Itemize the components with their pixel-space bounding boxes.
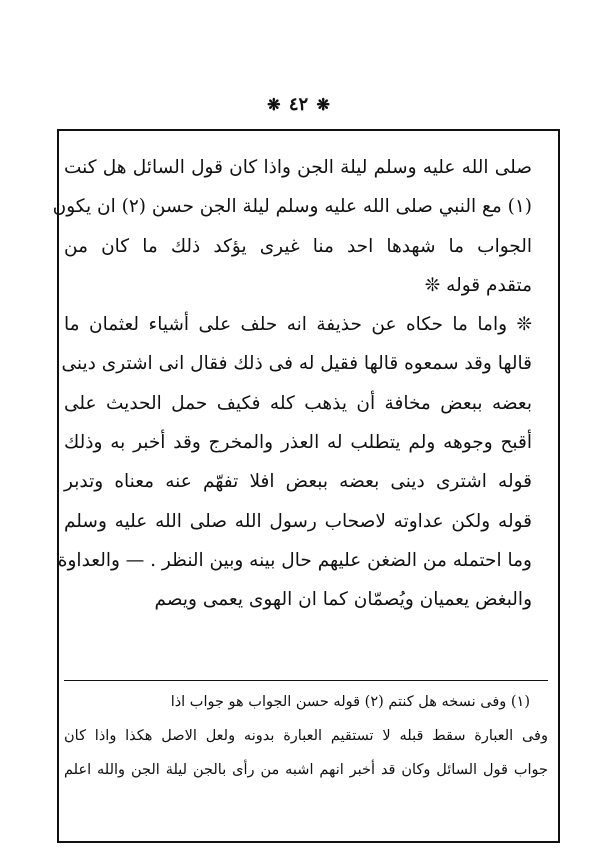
text-line: قوله اشترى دينى بعضه ببعض افلا تفهّم عنه معناه وتدبر bbox=[64, 471, 532, 493]
text-line: قالها وقد سمعوه قالها فقيل له فى ذلك فقال انى اشترى دينى bbox=[61, 353, 532, 375]
text-line: (١) مع النبي صلى الله عليه وسلم ليلة الجن حسن (٢) ان يكون bbox=[52, 196, 532, 218]
text-line: متقدم قوله ❊ bbox=[424, 274, 532, 296]
footnote-separator bbox=[64, 680, 548, 681]
footnote-line: (١) وفى نسخه هل كنتم (٢) قوله حسن الجواب هو جواب اذا bbox=[170, 694, 530, 710]
text-line: أقبح وجوهه ولم يتطلب له العذر والمخرج وقد أخبر به وذلك bbox=[64, 432, 532, 454]
text-line: صلى الله عليه وسلم ليلة الجن واذا كان قول السائل هل كنت bbox=[64, 157, 532, 178]
text-line: الجواب ما شهدها احد منا غيرى يؤكد ذلك ما كان من bbox=[64, 235, 532, 257]
ornament-left-icon: ❋ bbox=[267, 95, 281, 114]
main-text-block bbox=[52, 148, 532, 620]
page-number-header bbox=[0, 94, 597, 115]
page-number: ٤٢ bbox=[288, 94, 309, 115]
footnote-line: وفى العبارة سقط قبله لا تستقيم العبارة بدونه ولعل الاصل هكذا واذا كان bbox=[64, 728, 548, 744]
text-line: بعضه ببعض مخافة أن يذهب كله فكيف حمل الحديث على bbox=[64, 392, 532, 414]
footnotes-block bbox=[64, 685, 548, 787]
text-line: ❊ واما ما حكاه عن حذيفة انه حلف على أشياء لعثمان ما bbox=[64, 314, 532, 336]
ornament-right-icon: ❋ bbox=[316, 95, 330, 114]
footnote-line: جواب قول السائل وكان قد أخبر انهم اشبه من رأى بالجن ليلة الجن والله اعلم bbox=[64, 762, 548, 778]
text-line: وما احتمله من الضغن عليهم حال بينه وبين النظر . — والعداوة bbox=[57, 549, 532, 571]
text-line: قوله ولكن عداوته لاصحاب رسول الله صلى الله عليه وسلم bbox=[64, 510, 532, 532]
text-line: والبغض يعميان ويُصمّان كما ان الهوى يعمى ويصم bbox=[154, 589, 532, 611]
